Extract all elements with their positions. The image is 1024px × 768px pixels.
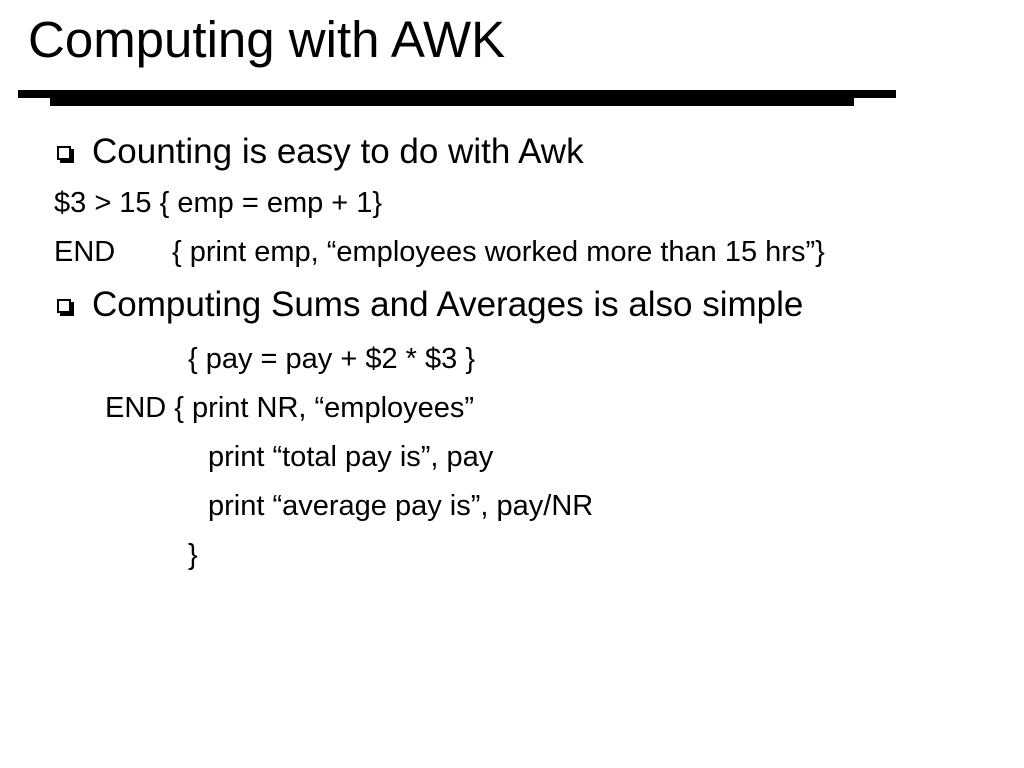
hollow-square-bullet-icon <box>57 146 71 160</box>
code-line-end-print-nr: END { print NR, “employees” <box>105 392 475 424</box>
hollow-square-bullet-icon <box>57 299 71 313</box>
bullet-sums-averages: Computing Sums and Averages is also simple <box>92 285 804 324</box>
code-line-closing-brace: } <box>188 539 198 571</box>
bullet-counting: Counting is easy to do with Awk <box>92 132 584 171</box>
code-line-counting-condition: $3 > 15 { emp = emp + 1} <box>54 187 383 219</box>
code-line-print-average: print “average pay is”, pay/NR <box>208 490 594 522</box>
slide-title: Computing with AWK <box>28 11 506 68</box>
code-line-pay-sum: { pay = pay + $2 * $3 } <box>188 343 476 375</box>
code-line-end-action: { print emp, “employees worked more than 15 hrs”} <box>172 236 825 268</box>
code-line-end-keyword: END <box>54 236 116 268</box>
code-line-print-total: print “total pay is”, pay <box>208 441 494 473</box>
title-underline-thick <box>50 90 854 106</box>
